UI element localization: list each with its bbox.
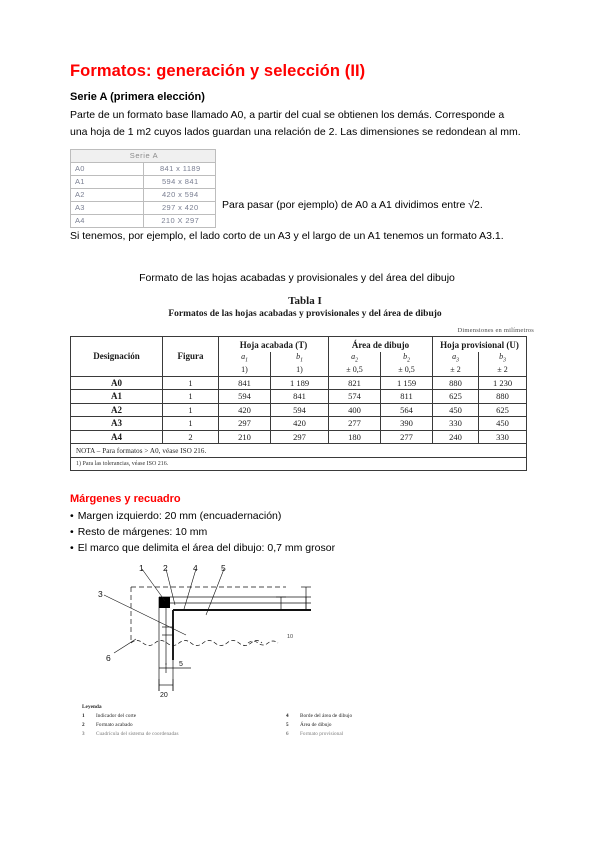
table-row [71,430,527,444]
callout-4: 4 [193,565,198,574]
cell-a3: 330 [433,417,479,431]
table-header-row [71,149,216,162]
cell-designacion: A2 [71,403,163,417]
provisional-break-line [131,641,262,646]
tolerance-b3: ± 2 [479,364,527,377]
cell-figura: 1 [163,376,219,390]
legend-number: 6 [286,730,289,737]
table-row [71,390,527,404]
tolerance-b2: ± 0,5 [381,364,433,377]
cell-a3: 625 [433,390,479,404]
legend-columns [82,712,526,738]
dim-label-20: 20 [160,692,168,700]
cell-a2: 400 [329,403,381,417]
table-header-row [71,337,527,353]
group-area-dibujo: Área de dibujo [329,337,433,353]
col-designacion: Designación [71,337,163,377]
table-note-row [71,444,527,458]
serie-a-table-wrapper [70,149,540,226]
cell-a1: 594 [219,390,271,404]
cell-figura: 1 [163,390,219,404]
cell-designacion: A4 [71,430,163,444]
callout-5: 5 [221,565,226,574]
table-row [71,175,216,188]
table-footnote-row [71,458,527,471]
cell-a2: 277 [329,417,381,431]
cell-b3: 1 230 [479,376,527,390]
cell-b1: 297 [271,430,329,444]
legend-label: Área de dibujo [300,721,332,728]
callout-2: 2 [163,565,168,574]
serie-a-table [70,149,216,228]
cell-designacion: A0 [71,376,163,390]
table-row [71,214,216,227]
iso-sheet-diagram [70,565,526,738]
tabla1-note: NOTA – Para formatos > A0, véase ISO 216. [71,444,527,458]
legend-item [82,721,262,730]
table-row [71,376,527,390]
cell-a2: 180 [329,430,381,444]
serie-a-format: A3 [71,201,144,214]
cell-b2: 390 [381,417,433,431]
serie-a-paragraph-2: Si tenemos, por ejemplo, el lado corto de un A3 y el largo de un A1 tenemos un formato A3.1. [70,229,504,242]
legend-label: Borde del área de dibujo [300,713,353,720]
serie-a-size: 841 x 1189 [143,162,216,175]
legend-column-right [286,712,466,738]
serie-a-paragraph: Parte de un formato base llamado A0, a partir del cual se obtienen los demás. Corresponde a una hoja de 1 m2 cuyos lados guardan una relación de 2. Las dimensiones se redondean al mm. [70,109,521,138]
legend-item [82,712,262,721]
cell-b3: 450 [479,417,527,431]
callout-leader-5 [206,569,224,615]
cell-designacion: A3 [71,417,163,431]
tolerance-b1: 1) [271,364,329,377]
legend-title: Leyenda [82,704,102,711]
cell-b2: 564 [381,403,433,417]
callout-labels [98,565,293,699]
tabla1-footnote: 1) Para las tolerancias, véase ISO 216. [71,458,527,471]
legend-item [286,730,466,739]
tolerance-a3: ± 2 [433,364,479,377]
cell-b2: 1 159 [381,376,433,390]
cell-b1: 1 189 [271,376,329,390]
cell-a2: 821 [329,376,381,390]
serie-a-size: 297 x 420 [143,201,216,214]
legend-item [82,730,262,739]
tolerance-a2: ± 0,5 [329,364,381,377]
table-row [71,417,527,431]
cell-b1: 594 [271,403,329,417]
symbol-a1: $a_1$ [219,352,271,364]
cell-b3: 880 [479,390,527,404]
list-item: • Resto de márgenes: 10 mm [70,525,540,541]
serie-a-inline-note: Para pasar (por ejemplo) de A0 a A1 dividimos entre √2. [222,198,483,211]
dim-label-5: 5 [179,661,183,669]
cell-b1: 420 [271,417,329,431]
legend-item [286,721,466,730]
symbol-b1: $b_1$ [271,352,329,364]
cell-figura: 2 [163,430,219,444]
callout-leader-1 [142,569,165,601]
legend-number: 3 [82,730,85,737]
page-title: Formatos: generación y selección (II) [70,62,366,80]
callout-3: 3 [98,589,103,600]
cell-designacion: A1 [71,390,163,404]
list-item: • Margen izquierdo: 20 mm (encuadernación) [70,509,540,525]
legend-column-left [82,712,262,738]
diagram-legend [82,704,526,738]
group-hoja-provisional: Hoja provisional (U) [433,337,527,353]
cell-a3: 880 [433,376,479,390]
cell-b3: 625 [479,403,527,417]
legend-item [286,712,466,721]
cell-a1: 420 [219,403,271,417]
table-row [71,201,216,214]
legend-number: 4 [286,713,289,720]
serie-a-format: A1 [71,175,144,188]
tabla1-subtitle: Formatos de las hojas acabadas y provisionales y del área de dibujo [168,309,442,320]
legend-number: 5 [286,721,289,728]
cell-b3: 330 [479,430,527,444]
legend-label: Indicador del corte [96,713,137,720]
tabla1-caption: Formato de las hojas acabadas y provisionales y del área del dibujo [139,272,455,285]
serie-a-size: 210 X 297 [143,214,216,227]
tabla1-table [70,336,527,471]
cut-indicator-marker [159,597,170,608]
cell-a1: 210 [219,430,271,444]
section-heading-margenes: Márgenes y recuadro [70,493,181,506]
table-row [71,403,527,417]
sheet-margins-svg [96,565,426,700]
section-heading-serie-a: Serie A (primera elección) [70,90,205,103]
cell-a1: 841 [219,376,271,390]
col-figura: Figura [163,337,219,377]
tabla1-units-note: Dimensiones en milímetros [457,327,534,335]
serie-a-size: 420 x 594 [143,188,216,201]
legend-number: 2 [82,721,85,728]
callout-leader-6 [114,639,136,653]
symbol-a2: $a_2$ [329,352,381,364]
cell-figura: 1 [163,417,219,431]
callout-1: 1 [139,565,144,574]
callout-6: 6 [106,653,111,664]
legend-label: Cuadrícula del sistema de coordenadas [96,730,179,737]
legend-number: 1 [82,713,85,720]
group-hoja-acabada: Hoja acabada (T) [219,337,329,353]
cell-a1: 297 [219,417,271,431]
dim-label-10: 10 [287,634,294,641]
cell-b1: 841 [271,390,329,404]
table-row [71,188,216,201]
cell-a3: 450 [433,403,479,417]
table-row [71,162,216,175]
serie-a-format: A0 [71,162,144,175]
serie-a-size: 594 x 841 [143,175,216,188]
serie-a-header: Serie A [71,149,216,162]
serie-a-format: A4 [71,214,144,227]
tabla1-title: Tabla I [288,295,322,308]
legend-label: Formato provisional [300,730,344,737]
serie-a-format: A2 [71,188,144,201]
cell-a3: 240 [433,430,479,444]
symbol-b2: $b_2$ [381,352,433,364]
cell-b2: 811 [381,390,433,404]
symbol-a3: $a_3$ [433,352,479,364]
margenes-list [70,509,540,556]
cell-a2: 574 [329,390,381,404]
list-item: • El marco que delimita el área del dibujo: 0,7 mm grosor [70,541,540,557]
cell-figura: 1 [163,403,219,417]
cell-b2: 277 [381,430,433,444]
tolerance-a1: 1) [219,364,271,377]
symbol-b3: $b_3$ [479,352,527,364]
legend-label: Formato acabado [96,721,133,728]
